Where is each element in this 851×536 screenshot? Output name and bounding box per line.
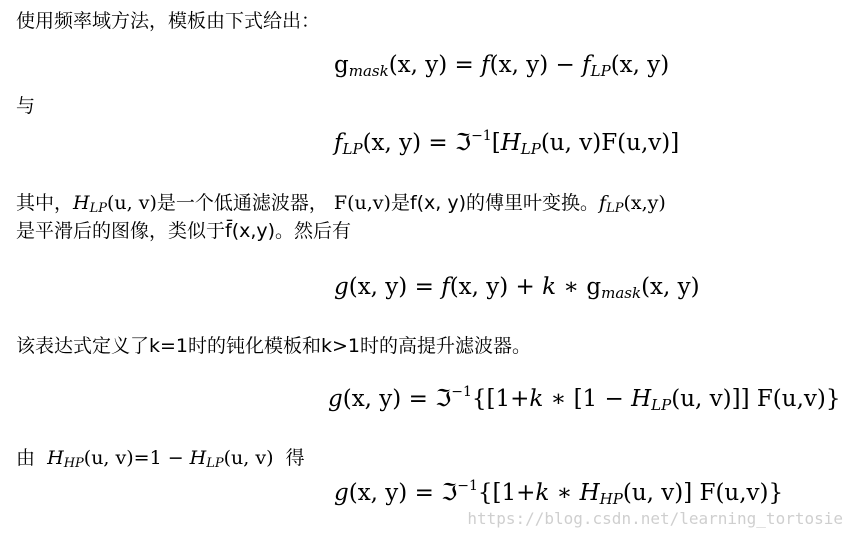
equation-g-fourier-hp: g(x, y) = ℑ$^{-1}${[1+k ∗ $H_{HP}(u$, v)] F(u,v)}: [334, 478, 784, 508]
text-line-4: 是平滑后的图像，类似于f̄(x,y)。然后有: [16, 220, 352, 242]
text-line-5: 该表达式定义了k=1时的钝化模板和k>1时的高提升滤波器。: [16, 335, 532, 357]
text-line-6: 由 $H_{HP}(u$, $v)=1 - H_{LP}(u$, v) 得: [16, 447, 305, 471]
equation-g-fourier-lp: g(x, y) = ℑ$^{-1}${[1+k ∗ [$1 - H_{LP}(u$, v)]] F(u,v)}: [328, 384, 841, 414]
equation-flp: $f_{LP}(x$, $y) = ℑ^{-1}[H_{LP}(u$, v)F(u,v)]: [334, 128, 680, 158]
text-line-2: 与: [16, 95, 36, 117]
equation-gmask: $g_{mask}(x$, y) = f(x, $y) - f_{LP}(x$, y): [334, 52, 670, 80]
watermark-link: https://blog.csdn.net/learning_tortosie: [467, 509, 843, 528]
text-line-1: 使用频率域方法，模板由下式给出：: [16, 10, 321, 32]
text-line-3: 其中，$H_{LP}(u$, v)是一个低通滤波器， F(u,v)是f(x, y)的傅里叶变换。$f_{LP}(x,y)$: [16, 192, 666, 216]
equation-g-highboost: g(x, y) = f(x, y) + k ∗ $g_{mask}(x$, y): [334, 274, 700, 302]
